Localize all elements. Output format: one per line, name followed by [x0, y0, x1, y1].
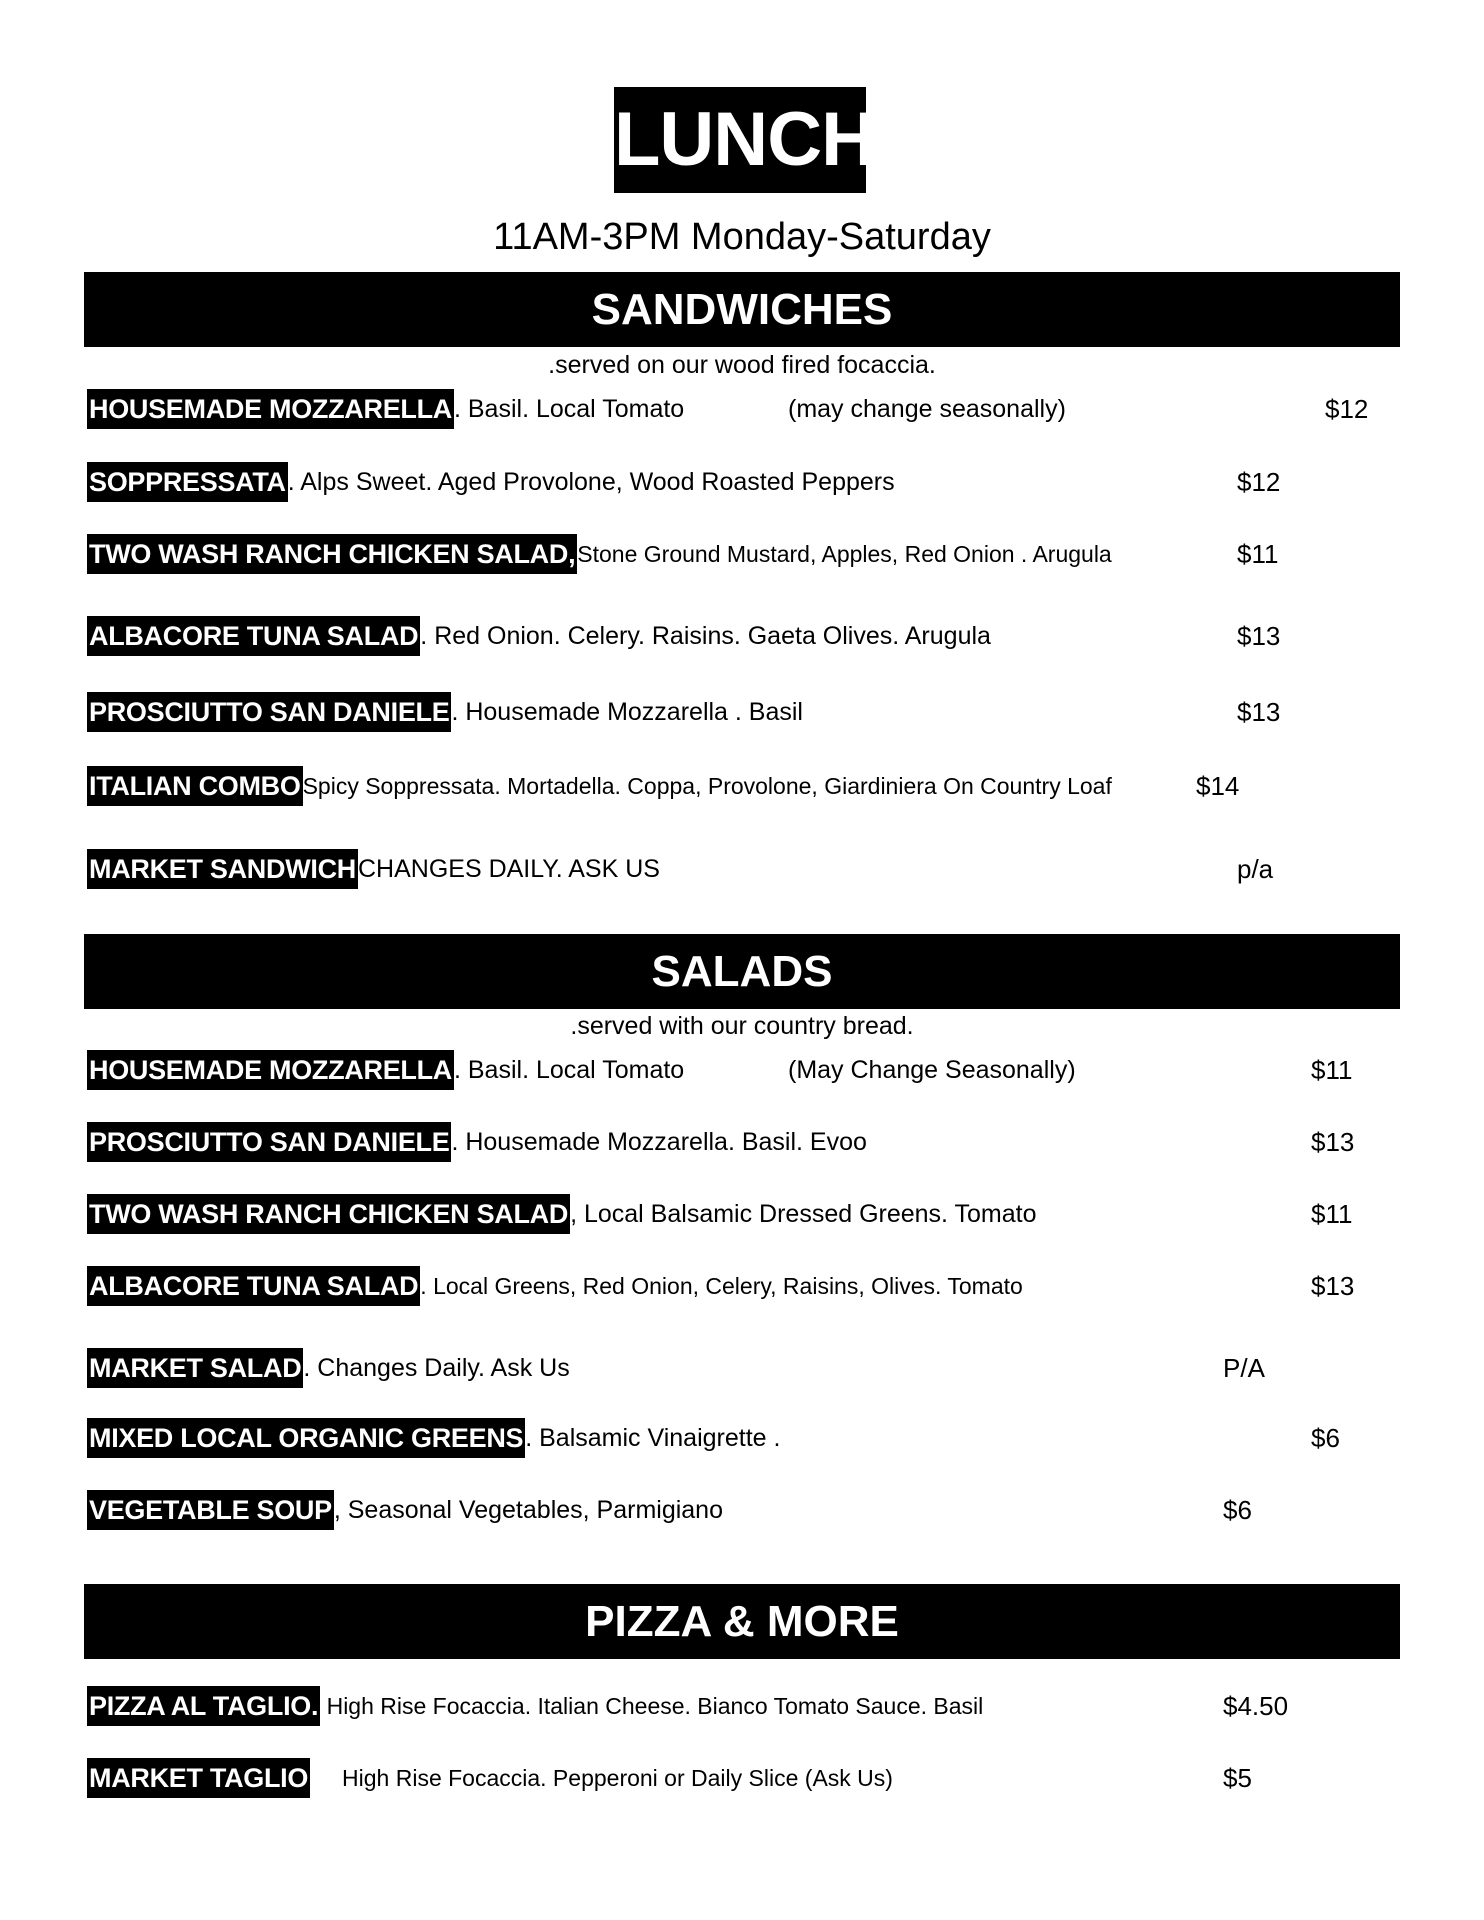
item-description: , Local Balsamic Dressed Greens. Tomato [570, 1200, 1037, 1228]
item-description: Stone Ground Mustard, Apples, Red Onion . Arugula [577, 541, 1112, 567]
item-description: . Red Onion. Celery. Raisins. Gaeta Olives. Arugula [420, 622, 991, 650]
menu-item [87, 616, 991, 656]
item-description: . Housemade Mozzarella . Basil [451, 698, 803, 726]
item-price: p/a [1237, 854, 1274, 884]
item-name: VEGETABLE SOUP [87, 1490, 334, 1530]
menu-item [87, 1686, 983, 1726]
item-price: $12 [1325, 394, 1369, 424]
menu-item [87, 692, 803, 732]
item-name: MARKET SALAD [87, 1348, 303, 1388]
item-description: High Rise Focaccia. Italian Cheese. Bianco Tomato Sauce. Basil [320, 1693, 984, 1719]
item-name: TWO WASH RANCH CHICKEN SALAD [87, 1194, 570, 1234]
menu-item [87, 462, 895, 502]
item-note: (may change seasonally) [788, 395, 1066, 423]
item-name: ITALIAN COMBO [87, 766, 303, 806]
section-header-pizza: PIZZA & MORE [84, 1584, 1400, 1659]
item-price: $14 [1196, 771, 1240, 801]
hours-text: 11AM-3PM Monday-Saturday [493, 216, 991, 258]
menu-item [87, 766, 1112, 806]
item-description: . Housemade Mozzarella. Basil. Evoo [451, 1128, 867, 1156]
item-description: . Changes Daily. Ask Us [303, 1354, 570, 1382]
item-description: Spicy Soppressata. Mortadella. Coppa, Provolone, Giardiniera On Country Loaf [302, 773, 1112, 799]
menu-item [87, 1050, 684, 1090]
item-name: ALBACORE TUNA SALAD [87, 1266, 420, 1306]
item-name: MIXED LOCAL ORGANIC GREENS [87, 1418, 525, 1458]
item-price: $13 [1311, 1127, 1355, 1157]
item-name: ALBACORE TUNA SALAD [87, 616, 420, 656]
menu-item [87, 534, 1112, 574]
menu-item [87, 1758, 893, 1798]
section-header-sandwiches: SANDWICHES [84, 272, 1400, 347]
menu-item [87, 1418, 780, 1458]
item-name: HOUSEMADE MOZZARELLA [87, 389, 454, 429]
item-name: SOPPRESSATA [87, 462, 288, 502]
menu-item [87, 1490, 723, 1530]
item-price: $5 [1223, 1763, 1252, 1793]
item-name: HOUSEMADE MOZZARELLA [87, 1050, 454, 1090]
item-price: $11 [1311, 1199, 1353, 1229]
menu-item [87, 1348, 570, 1388]
menu-item [87, 1266, 1023, 1306]
item-description: . Alps Sweet. Aged Provolone, Wood Roasted Peppers [287, 468, 895, 496]
item-name: MARKET SANDWICH [87, 849, 358, 889]
item-name: PROSCIUTTO SAN DANIELE [87, 692, 451, 732]
item-note: (May Change Seasonally) [788, 1056, 1076, 1084]
item-name: PROSCIUTTO SAN DANIELE [87, 1122, 451, 1162]
item-price: $13 [1311, 1271, 1355, 1301]
item-description: . Basil. Local Tomato [453, 395, 685, 423]
item-price: $12 [1237, 467, 1281, 497]
menu-title: LUNCH [614, 87, 866, 193]
menu-item [87, 1194, 1036, 1234]
section-header-salads: SALADS [84, 934, 1400, 1009]
item-price: $13 [1237, 697, 1281, 727]
item-name: MARKET TAGLIO [87, 1758, 310, 1798]
item-description: . Local Greens, Red Onion, Celery, Raisins, Olives. Tomato [420, 1273, 1023, 1299]
item-price: $11 [1237, 539, 1279, 569]
item-description: , Seasonal Vegetables, Parmigiano [333, 1496, 723, 1524]
item-description: . Basil. Local Tomato [453, 1056, 685, 1084]
section-note-sandwiches: .served on our wood fired focaccia. [548, 351, 936, 379]
item-price: $6 [1311, 1423, 1340, 1453]
item-description: . Balsamic Vinaigrette . [525, 1424, 781, 1452]
item-description: CHANGES DAILY. ASK US [357, 855, 660, 883]
item-price: $13 [1237, 621, 1281, 651]
item-description: High Rise Focaccia. Pepperoni or Daily Slice (Ask Us) [310, 1765, 893, 1791]
menu-item [87, 1122, 867, 1162]
menu-item [87, 849, 660, 889]
menu-item [87, 389, 684, 429]
item-price: $4.50 [1223, 1691, 1289, 1721]
item-price: $11 [1311, 1055, 1353, 1085]
item-price: P/A [1223, 1353, 1265, 1383]
item-name: TWO WASH RANCH CHICKEN SALAD, [87, 534, 577, 574]
item-name: PIZZA AL TAGLIO. [87, 1686, 320, 1726]
section-note-salads: .served with our country bread. [570, 1012, 914, 1040]
item-price: $6 [1223, 1495, 1252, 1525]
